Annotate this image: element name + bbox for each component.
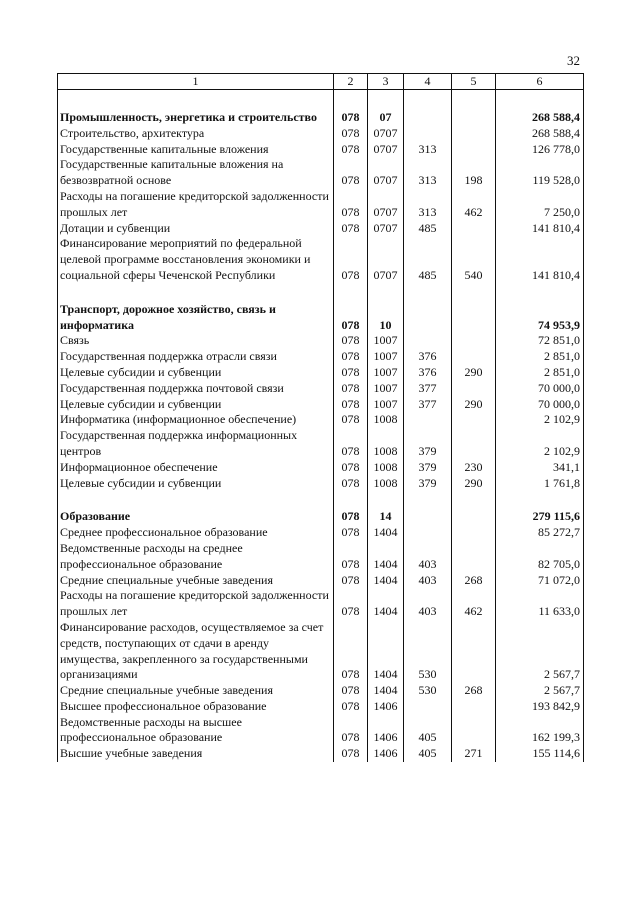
row-amount: 141 810,4 [496,221,584,237]
row-ministry-code: 078 [334,142,368,158]
row-expense-code [452,381,496,397]
row-name: Государственные капитальные вложения на безвозвратной основе [58,157,334,189]
row-amount: 2 851,0 [496,365,584,381]
table-row [58,189,584,221]
table-row [58,365,584,381]
row-amount: 279 115,6 [496,509,584,525]
spacer-cell [404,90,452,111]
row-name: Целевые субсидии и субвенции [58,365,334,381]
row-section-code: 1008 [368,460,404,476]
row-expense-code [452,349,496,365]
row-name: Расходы на погашение кредиторской задолженности прошлых лет [58,588,334,620]
row-name: Ведомственные расходы на среднее профессиональное образование [58,541,334,573]
row-expense-code [452,620,496,683]
row-ministry-code: 078 [334,573,368,589]
spacer-cell [496,284,584,302]
row-section-code: 1406 [368,699,404,715]
row-target-code [404,302,452,334]
row-name: Дотации и субвенции [58,221,334,237]
row-ministry-code: 078 [334,126,368,142]
row-section-code: 1404 [368,541,404,573]
row-name: Государственная поддержка отрасли связи [58,349,334,365]
row-section-code: 0707 [368,221,404,237]
row-target-code [404,126,452,142]
row-amount: 82 705,0 [496,541,584,573]
table-row [58,573,584,589]
row-section-code: 07 [368,110,404,126]
table-row [58,699,584,715]
row-expense-code [452,110,496,126]
row-ministry-code: 078 [334,381,368,397]
row-target-code: 313 [404,157,452,189]
row-section-code: 14 [368,509,404,525]
row-name: Государственные капитальные вложения [58,142,334,158]
row-target-code [404,412,452,428]
row-target-code: 376 [404,365,452,381]
row-ministry-code: 078 [334,620,368,683]
table-row [58,333,584,349]
row-ministry-code: 078 [334,221,368,237]
row-name: Транспорт, дорожное хозяйство, связь и информатика [58,302,334,334]
spacer-cell [368,284,404,302]
spacer-cell [368,491,404,509]
table-row [58,349,584,365]
row-target-code: 530 [404,620,452,683]
row-section-code: 1404 [368,683,404,699]
row-name: Образование [58,509,334,525]
row-ministry-code: 078 [334,412,368,428]
table-row [58,541,584,573]
row-target-code: 377 [404,381,452,397]
row-target-code: 376 [404,349,452,365]
row-amount: 126 778,0 [496,142,584,158]
header-col-6: 6 [496,74,584,90]
row-name: Целевые субсидии и субвенции [58,397,334,413]
row-target-code: 379 [404,428,452,460]
row-expense-code: 290 [452,476,496,492]
row-ministry-code: 078 [334,588,368,620]
row-target-code: 405 [404,746,452,762]
row-section-code: 1007 [368,333,404,349]
section-row [58,509,584,525]
row-expense-code: 268 [452,683,496,699]
spacer-cell [334,284,368,302]
table-row [58,142,584,158]
row-target-code [404,110,452,126]
row-ministry-code: 078 [334,397,368,413]
row-section-code: 1007 [368,349,404,365]
row-expense-code [452,509,496,525]
row-section-code: 1008 [368,428,404,460]
table-row [58,715,584,747]
row-ministry-code: 078 [334,715,368,747]
table-row [58,476,584,492]
page-number: 32 [567,53,580,68]
row-amount: 85 272,7 [496,525,584,541]
row-section-code: 1008 [368,476,404,492]
row-target-code: 379 [404,476,452,492]
row-ministry-code: 078 [334,365,368,381]
table-body [58,90,584,763]
row-target-code: 530 [404,683,452,699]
header-col-3: 3 [368,74,404,90]
row-section-code: 0707 [368,157,404,189]
row-target-code: 403 [404,588,452,620]
row-expense-code [452,428,496,460]
row-ministry-code: 078 [334,699,368,715]
table-row [58,683,584,699]
row-amount: 162 199,3 [496,715,584,747]
spacer-cell [404,491,452,509]
table-row [58,525,584,541]
row-target-code: 405 [404,715,452,747]
header-col-1: 1 [58,74,334,90]
table-header-row [58,74,584,90]
spacer-cell [452,90,496,111]
spacer-cell [334,90,368,111]
spacer-cell [496,90,584,111]
row-target-code: 313 [404,142,452,158]
section-row [58,110,584,126]
row-target-code: 403 [404,573,452,589]
row-name: Ведомственные расходы на высшее профессиональное образование [58,715,334,747]
table-row [58,588,584,620]
row-name: Высшие учебные заведения [58,746,334,762]
spacer-cell [58,90,334,111]
row-amount: 141 810,4 [496,236,584,283]
row-ministry-code: 078 [334,476,368,492]
row-name: Финансирование расходов, осуществляемое за счет средств, поступающих от сдачи в аренду имущества, закрепленного за государственными организациями [58,620,334,683]
row-expense-code: 540 [452,236,496,283]
header-col-4: 4 [404,74,452,90]
row-expense-code: 290 [452,397,496,413]
row-expense-code [452,715,496,747]
spacer-row [58,491,584,509]
spacer-cell [58,284,334,302]
row-amount: 2 567,7 [496,620,584,683]
row-amount: 119 528,0 [496,157,584,189]
spacer-cell [404,284,452,302]
header-col-2: 2 [334,74,368,90]
row-section-code: 1404 [368,620,404,683]
row-amount: 155 114,6 [496,746,584,762]
row-amount: 268 588,4 [496,126,584,142]
row-name: Средние специальные учебные заведения [58,573,334,589]
row-name: Промышленность, энергетика и строительство [58,110,334,126]
row-expense-code [452,412,496,428]
spacer-row [58,284,584,302]
row-ministry-code: 078 [334,349,368,365]
row-name: Средние специальные учебные заведения [58,683,334,699]
spacer-cell [452,284,496,302]
row-ministry-code: 078 [334,509,368,525]
row-amount: 2 567,7 [496,683,584,699]
row-ministry-code: 078 [334,683,368,699]
row-expense-code [452,333,496,349]
row-ministry-code: 078 [334,460,368,476]
row-ministry-code: 078 [334,236,368,283]
row-section-code: 1007 [368,397,404,413]
table-row [58,620,584,683]
row-target-code: 485 [404,221,452,237]
row-amount: 72 851,0 [496,333,584,349]
row-ministry-code: 078 [334,746,368,762]
spacer-cell [368,90,404,111]
row-name: Среднее профессиональное образование [58,525,334,541]
row-amount: 193 842,9 [496,699,584,715]
row-section-code: 1404 [368,573,404,589]
row-amount: 71 072,0 [496,573,584,589]
row-section-code: 10 [368,302,404,334]
row-ministry-code: 078 [334,157,368,189]
row-expense-code [452,541,496,573]
row-section-code: 1406 [368,715,404,747]
row-amount: 2 102,9 [496,412,584,428]
row-section-code: 0707 [368,142,404,158]
row-amount: 2 102,9 [496,428,584,460]
row-section-code: 1008 [368,412,404,428]
row-target-code [404,509,452,525]
spacer-cell [452,491,496,509]
row-ministry-code: 078 [334,541,368,573]
row-name: Информатика (информационное обеспечение) [58,412,334,428]
table-row [58,412,584,428]
row-name: Расходы на погашение кредиторской задолженности прошлых лет [58,189,334,221]
row-ministry-code: 078 [334,302,368,334]
row-name: Государственная поддержка информационных центров [58,428,334,460]
row-amount: 1 761,8 [496,476,584,492]
table-row [58,746,584,762]
row-name: Финансирование мероприятий по федеральной целевой программе восстановления экономики и социальной сферы Чеченской Республики [58,236,334,283]
row-ministry-code: 078 [334,428,368,460]
row-section-code: 1007 [368,381,404,397]
spacer-cell [334,491,368,509]
row-ministry-code: 078 [334,189,368,221]
row-name: Государственная поддержка почтовой связи [58,381,334,397]
row-expense-code: 462 [452,588,496,620]
row-name: Информационное обеспечение [58,460,334,476]
row-amount: 341,1 [496,460,584,476]
row-expense-code [452,302,496,334]
row-name: Высшее профессиональное образование [58,699,334,715]
table-row [58,236,584,283]
table-row [58,221,584,237]
row-target-code: 313 [404,189,452,221]
row-ministry-code: 078 [334,110,368,126]
row-section-code: 1406 [368,746,404,762]
row-expense-code [452,126,496,142]
row-section-code: 1404 [368,588,404,620]
table-row [58,460,584,476]
row-target-code: 379 [404,460,452,476]
row-ministry-code: 078 [334,525,368,541]
row-target-code: 377 [404,397,452,413]
table-row [58,126,584,142]
row-name: Целевые субсидии и субвенции [58,476,334,492]
row-expense-code: 198 [452,157,496,189]
row-target-code: 485 [404,236,452,283]
table-row [58,397,584,413]
row-target-code: 403 [404,541,452,573]
row-section-code: 1007 [368,365,404,381]
row-expense-code [452,699,496,715]
budget-table [57,73,584,762]
row-ministry-code: 078 [334,333,368,349]
row-amount: 268 588,4 [496,110,584,126]
row-name: Строительство, архитектура [58,126,334,142]
table-row [58,381,584,397]
row-section-code: 0707 [368,126,404,142]
row-target-code [404,333,452,349]
row-expense-code [452,221,496,237]
row-amount: 70 000,0 [496,381,584,397]
row-amount: 74 953,9 [496,302,584,334]
row-expense-code [452,142,496,158]
row-target-code [404,699,452,715]
row-section-code: 1404 [368,525,404,541]
table-row [58,428,584,460]
row-target-code [404,525,452,541]
row-expense-code: 230 [452,460,496,476]
row-name: Связь [58,333,334,349]
row-amount: 70 000,0 [496,397,584,413]
row-expense-code: 268 [452,573,496,589]
header-col-5: 5 [452,74,496,90]
spacer-cell [496,491,584,509]
row-amount: 7 250,0 [496,189,584,221]
row-section-code: 0707 [368,189,404,221]
row-expense-code: 271 [452,746,496,762]
row-section-code: 0707 [368,236,404,283]
spacer-cell [58,491,334,509]
row-expense-code [452,525,496,541]
row-amount: 11 633,0 [496,588,584,620]
row-amount: 2 851,0 [496,349,584,365]
section-row [58,302,584,334]
spacer-row [58,90,584,111]
row-expense-code: 290 [452,365,496,381]
table-row [58,157,584,189]
row-expense-code: 462 [452,189,496,221]
